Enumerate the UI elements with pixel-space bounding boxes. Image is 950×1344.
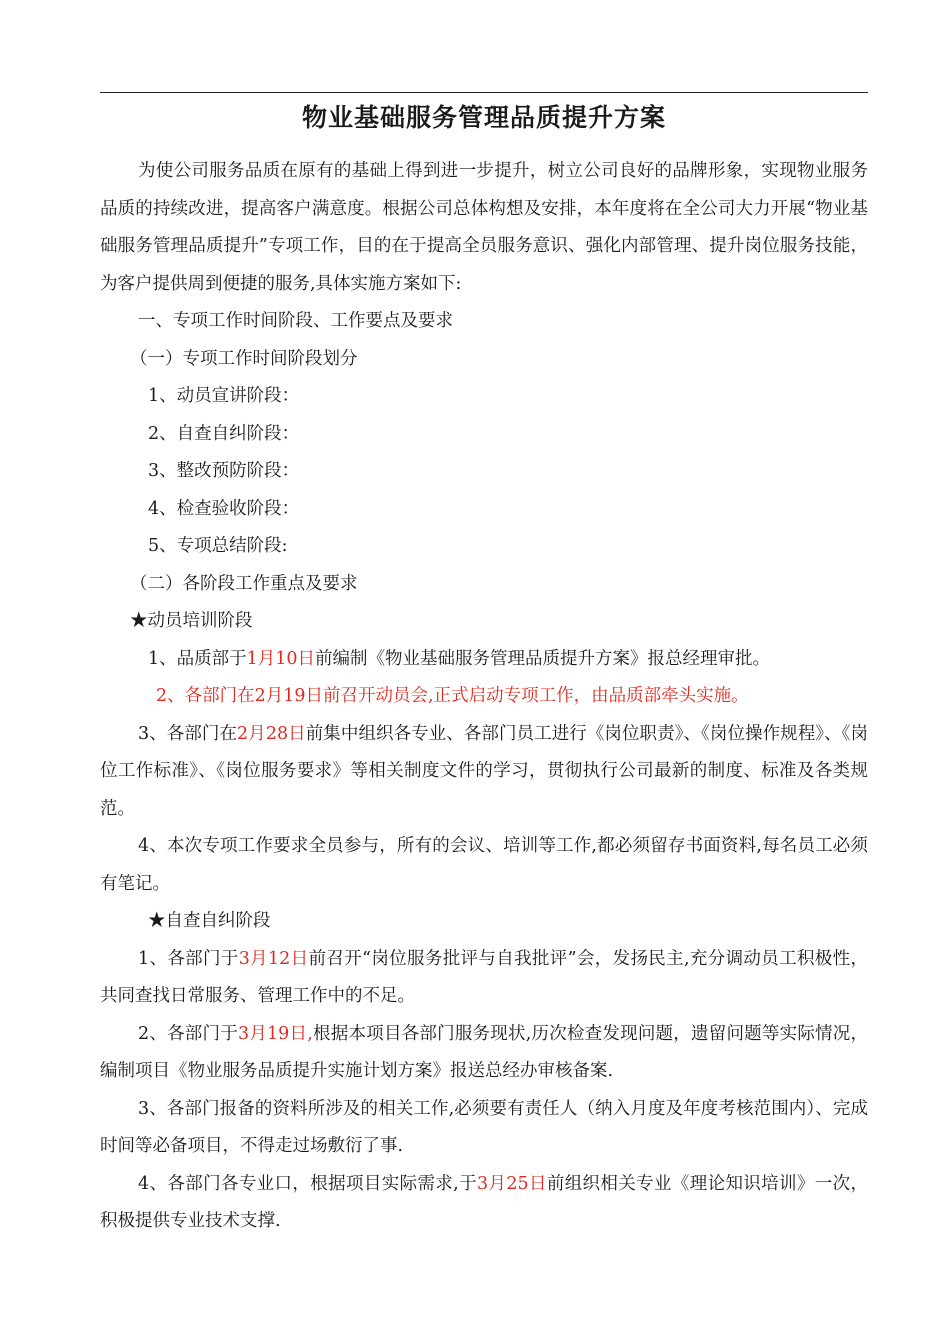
item-prefix: 2、各部门于 — [138, 1023, 238, 1044]
item-text: 前集中组织各专业、各部门员工进行《岗位职责》、《岗位操作规程》、《岗位工作标准》、《岗位服务要求》等相关制度文件的学习，贯彻执行公司最新的制度、标准及各类规范。 — [100, 723, 868, 819]
mobilize-item-1 — [100, 641, 868, 679]
document-title: 物业基础服务管理品质提升方案 — [301, 103, 666, 132]
item-text: 根据本项目各部门服务现状,历次检查发现问题，遗留问题等实际情况，编制项目《物业服务品质提升实施计划方案》报送总经办审核备案. — [100, 1023, 868, 1081]
phase-item: 2、自查自纠阶段： — [148, 423, 300, 444]
mobilize-item-4: 4、本次专项工作要求全员参与，所有的会议、培训等工作,都必须留存书面资料,每名员工必须有笔记。 — [100, 836, 868, 894]
subsection-heading-2: （二）各阶段工作重点及要求 — [130, 573, 358, 594]
document-body — [100, 153, 868, 1241]
item-prefix: 4、各部门各专业口，根据项目实际需求,于 — [138, 1173, 477, 1194]
phase-item: 1、动员宣讲阶段： — [148, 386, 300, 406]
deadline-date: 3月19日, — [237, 1023, 313, 1044]
subsection-heading-1: （一）专项工作时间阶段划分 — [130, 348, 358, 369]
document-page — [100, 92, 868, 1241]
deadline-date: 1月10日 — [246, 648, 316, 669]
selfcheck-item-1 — [100, 941, 868, 1016]
section-heading-1: 一、专项工作时间阶段、工作要点及要求 — [138, 311, 453, 331]
selfcheck-item-4 — [100, 1166, 868, 1241]
intro-paragraph: 为使公司服务品质在原有的基础上得到进一步提升，树立公司良好的品牌形象，实现物业服务品质的持续改进，提高客户满意度。根据公司总体构想及安排，本年度将在全公司大力开展“物业基础服务管理品质提升”专项工作，目的在于提高全员服务意识、强化内部管理、提升岗位服务技能，为客户提供周到便捷的服务,具体实施方案如下: — [100, 161, 868, 294]
item-prefix: 1、品质部于 — [148, 648, 247, 669]
deadline-date: 3月25日 — [476, 1173, 547, 1194]
selfcheck-heading: ★自查自纠阶段 — [148, 911, 271, 931]
phase-item: 4、检查验收阶段： — [148, 498, 300, 519]
deadline-date: 3月12日 — [238, 948, 309, 969]
item-text: 前组织相关专业《理论知识培训》一次，积极提供专业技术支撑. — [100, 1173, 869, 1231]
phase-item: 3、整改预防阶段： — [148, 461, 300, 481]
selfcheck-item-3: 3、各部门报备的资料所涉及的相关工作,必须要有责任人（纳入月度及年度考核范围内）、完成时间等必备项目，不得走过场敷衍了事. — [100, 1098, 868, 1156]
phase-item: 5、专项总结阶段: — [148, 536, 288, 556]
item-text: 前召开“岗位服务批评与自我批评”会，发扬民主,充分调动员工积极性，共同查找日常服务、管理工作中的不足。 — [100, 948, 868, 1006]
selfcheck-item-2 — [100, 1016, 868, 1091]
header-rule — [100, 92, 868, 93]
item-prefix: 3、各部门在 — [138, 723, 238, 744]
deadline-date: 2月28日 — [237, 723, 306, 744]
item-prefix: 1、各部门于 — [138, 948, 239, 969]
item-text: 前编制《物业基础服务管理品质提升方案》报总经理审批。 — [315, 648, 771, 669]
mobilize-item-2: 2、各部门在2月19日前召开动员会,正式启动专项工作，由品质部牵头实施。 — [156, 686, 749, 706]
mobilize-heading: ★动员培训阶段 — [130, 611, 253, 631]
mobilize-item-3 — [100, 716, 868, 829]
